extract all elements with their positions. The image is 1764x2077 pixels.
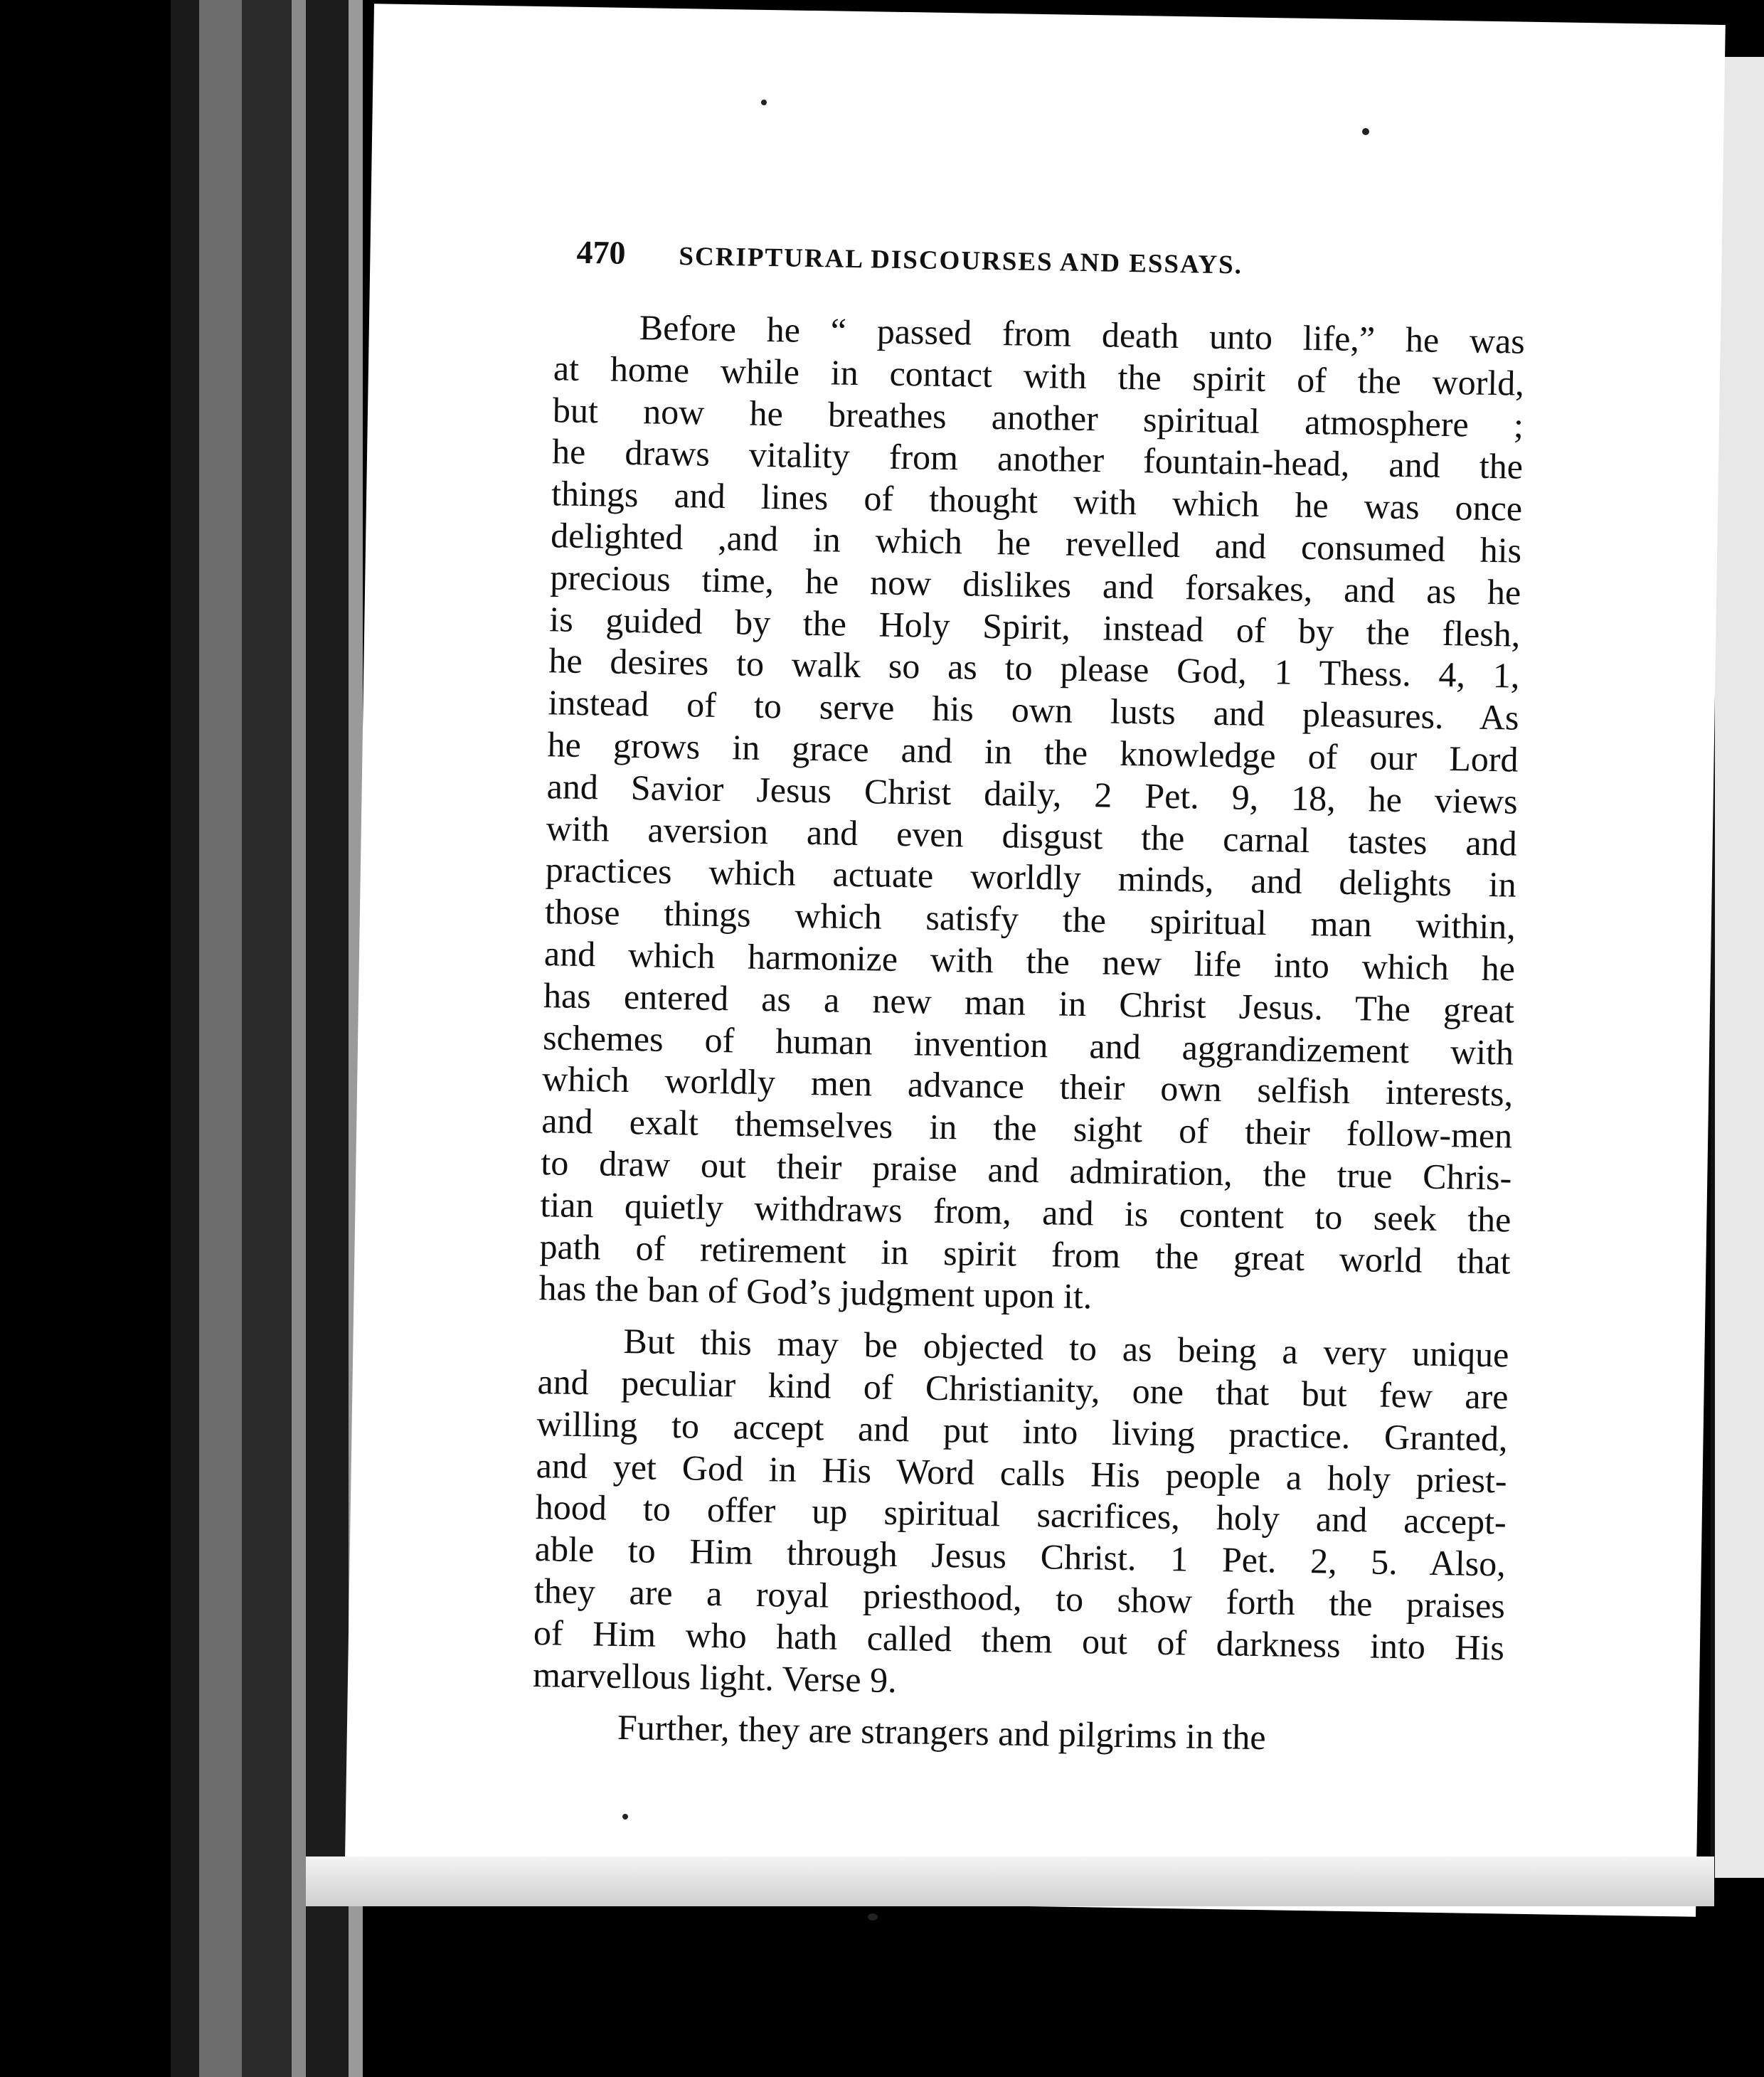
text-line: tian quietly withdraws from, and is content to seek the bbox=[540, 1184, 1511, 1240]
text-line: things and lines of thought with which he was once bbox=[551, 473, 1523, 528]
text-line: has entered as a new man in Christ Jesus. The great bbox=[543, 974, 1515, 1031]
book-edge-band bbox=[171, 0, 199, 2077]
book-page bbox=[344, 4, 1726, 1917]
dust-speck bbox=[761, 100, 767, 105]
text-line: and yet God in His Word calls His people a holy priest- bbox=[536, 1445, 1508, 1501]
text-line: marvellous light. Verse 9. bbox=[532, 1654, 898, 1700]
text-line: But this may be objected to as being a very unique bbox=[623, 1321, 1509, 1375]
text-line: able to Him through Jesus Christ. 1 Pet. 2, 5. Also, bbox=[534, 1529, 1507, 1584]
text-line: willing to accept and put into living practice. Granted, bbox=[536, 1403, 1508, 1459]
text-line: Before he “ passed from death unto life,” he was bbox=[639, 307, 1526, 361]
text-line: practices which actuate worldly minds, and delights in bbox=[545, 849, 1517, 905]
paragraph bbox=[538, 305, 1525, 1324]
text-line: instead of to serve his own lusts and pleasures. As bbox=[548, 682, 1519, 738]
book-edge-band bbox=[199, 0, 242, 2077]
text-line: of Him who hath called them out of darkness into His bbox=[533, 1612, 1505, 1668]
text-line: precious time, he now dislikes and forsakes, and as he bbox=[549, 557, 1521, 612]
text-line: he grows in grace and in the knowledge of our Lord bbox=[547, 724, 1519, 780]
page-header bbox=[576, 233, 1430, 285]
text-line: at home while in contact with the spirit of the world, bbox=[553, 348, 1525, 403]
text-line: Further, they are strangers and pilgrims in the bbox=[617, 1707, 1266, 1758]
text-line: but now he breathes another spiritual atmosphere ; bbox=[552, 389, 1524, 445]
text-line: they are a royal priesthood, to show forth the praises bbox=[533, 1570, 1506, 1626]
dust-speck bbox=[868, 1913, 878, 1921]
text-line: hood to offer up spiritual sacrifices, holy and accept- bbox=[535, 1487, 1507, 1542]
book-edge-band bbox=[242, 0, 292, 2077]
text-line: is guided by the Holy Spirit, instead of by the flesh, bbox=[549, 598, 1521, 654]
text-line: and exalt themselves in the sight of their follow-men bbox=[541, 1100, 1513, 1156]
book-edge-band bbox=[292, 0, 306, 2077]
body-text bbox=[532, 305, 1526, 1762]
dust-speck bbox=[1362, 128, 1369, 135]
page-bottom-edge bbox=[306, 1856, 1714, 1906]
book-edge-band bbox=[306, 0, 349, 2077]
paragraph bbox=[533, 1319, 1509, 1711]
text-line: and which harmonize with the new life into which he bbox=[543, 933, 1516, 989]
text-line: those things which satisfy the spiritual man within, bbox=[544, 891, 1516, 947]
text-line: schemes of human invention and aggrandizement with bbox=[542, 1016, 1514, 1073]
text-line: to draw out their praise and admiration, the true Chris- bbox=[541, 1142, 1512, 1198]
running-head: SCRIPTURAL DISCOURSES AND ESSAYS. bbox=[679, 242, 1243, 280]
text-line: has the ban of God’s judgment upon it. bbox=[538, 1268, 1093, 1317]
text-line: he desires to walk so as to please God, 1 Thess. 4, 1, bbox=[548, 640, 1520, 696]
text-line: and peculiar kind of Christianity, one that but few are bbox=[537, 1361, 1509, 1417]
text-line: with aversion and even disgust the carnal tastes and bbox=[546, 807, 1518, 864]
text-line: which worldly men advance their own selfish interests, bbox=[541, 1058, 1514, 1114]
page-number: 470 bbox=[576, 233, 626, 271]
text-line: he draws vitality from another fountain-head, and the bbox=[551, 431, 1524, 487]
text-line: delighted ,and in which he revelled and consumed his bbox=[550, 515, 1522, 570]
text-line: and Savior Jesus Christ daily, 2 Pet. 9, 18, he views bbox=[546, 765, 1519, 822]
dust-speck bbox=[622, 1814, 628, 1820]
text-line: path of retirement in spirit from the great world that bbox=[539, 1226, 1511, 1282]
